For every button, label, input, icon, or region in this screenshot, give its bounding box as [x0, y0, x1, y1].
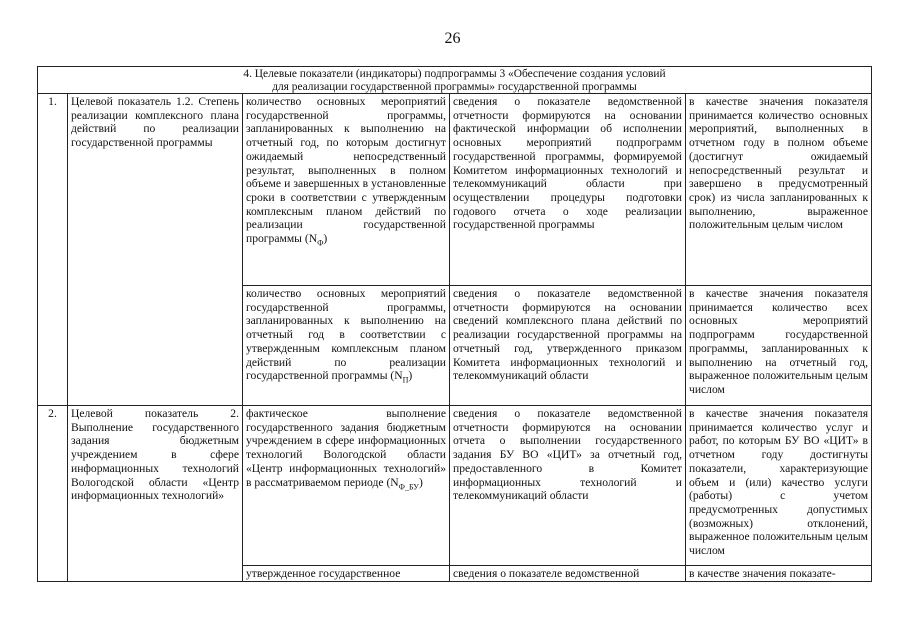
section-header [38, 67, 872, 94]
value-definition: утвержденное государственное [243, 566, 450, 582]
value-subscript: Ф [317, 238, 324, 248]
value-definition-text: количество основных мероприятий государственной программы, запланированных к выполнению на отчетный год в соответствии с утвержденным комплексным планом действий по реализации государственной программы (N [246, 287, 446, 383]
table-row [38, 94, 872, 286]
indicator-name: Целевой показатель 1.2. Степень реализации комплексного плана действий по реализации государственной программы [68, 94, 243, 406]
calculation-note: в качестве значения показателя принимается количество всех основных мероприятий подпрограмм государственной программы, запланированных к выполнению на отчетный год, выраженное положительным целым числом [686, 286, 872, 406]
section-header-row [38, 67, 872, 94]
data-source: сведения о показателе ведомственной отчетности формируются на основании фактической информации об исполнении основных мероприятий подпрограмм государственной программы, формируемой Комитетом информационных технологий и телекоммуникаций области при осуществлении процедуры подготовки годового отчета о ходе реализации государственной программы [450, 94, 686, 286]
value-definition-text: количество основных мероприятий государственной программы, запланированных к выполнению на отчетный год, по которым достигнут ожидаемый непосредственный результат, выполненных в полном объеме и завершенных в установленные сроки в соответствии с утвержденным комплексным планом действий по реализации государственной программы (N [246, 95, 446, 246]
data-source: сведения о показателе ведомственной отчетности формируются на основании сведений комплексного плана действий по реализации государственной программы на отчетный год, утвержденного приказом Комитета информационных технологий и телекоммуникаций области [450, 286, 686, 406]
value-definition-end: ) [408, 369, 413, 383]
indicators-table [37, 66, 872, 582]
value-definition [243, 406, 450, 566]
calculation-note: в качестве значения показате- [686, 566, 872, 582]
value-definition-end: ) [418, 475, 423, 489]
row-number: 1. [38, 94, 68, 406]
row-number: 2. [38, 406, 68, 582]
calculation-note: в качестве значения показателя принимается количество основных мероприятий, выполненных в отчетном году в полном объеме (достигнут ожидаемый непосредственный результат и завершено в предусмотренный срок) из числа запланированных к выполнению, выраженное положительным целым числом [686, 94, 872, 286]
value-subscript: П [402, 375, 409, 385]
value-subscript: Ф_БУ [398, 481, 419, 491]
data-source: сведения о показателе ведомственной [450, 566, 686, 582]
value-definition [243, 94, 450, 286]
data-source: сведения о показателе ведомственной отчетности формируются на основании отчета о выполнении государственного задания БУ ВО «ЦИТ» за отчетный год, предоставленного в Комитет информационных технологий и телекоммуникаций области [450, 406, 686, 566]
section-header-line-2: для реализации государственной программы» государственной программы [272, 80, 637, 93]
indicator-name: Целевой показатель 2. Выполнение государственного задания бюджетным учреждением в сфере информационных технологий Вологодской области «Центр информационных технологий» [68, 406, 243, 582]
value-definition-text: фактическое выполнение государственного задания бюджетным учреждением в сфере информационных технологий Вологодской области «Центр информационных технологий» в рассматриваемом периоде (N [246, 407, 446, 489]
section-header-line-1: 4. Целевые показатели (индикаторы) подпрограммы 3 «Обеспечение создания условий [243, 68, 666, 80]
value-definition-end: ) [323, 232, 328, 246]
value-definition [243, 286, 450, 406]
page-number: 26 [444, 30, 461, 47]
table-row [38, 406, 872, 566]
calculation-note: в качестве значения показателя принимается количество услуг и работ, по которым БУ ВО «ЦИТ» в отчетном году достигнуты показатели, характеризующие объем и (или) качество услуги (работы) с учетом предусмотренных допустимых (возможных) отклонений, выраженное положительным целым числом [686, 406, 872, 566]
